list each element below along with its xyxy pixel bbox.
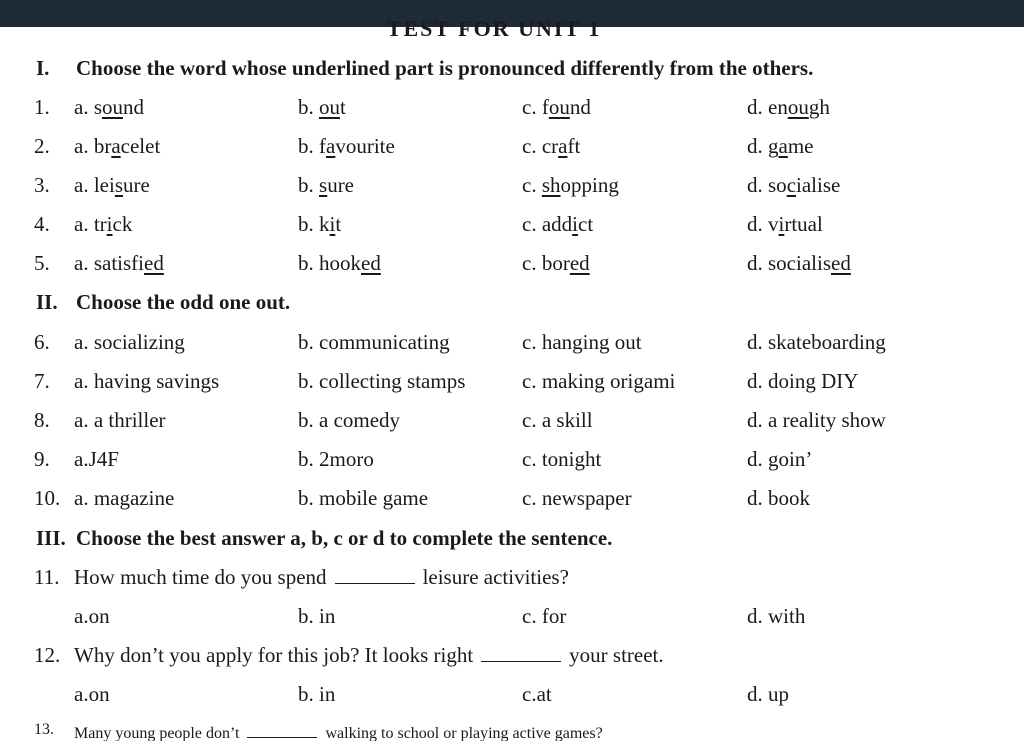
option-9c[interactable]: c. tonight — [522, 447, 602, 471]
option-1d[interactable]: d. enough — [747, 95, 830, 119]
option-8d[interactable]: d. a reality show — [747, 408, 886, 432]
option-10d[interactable]: d. book — [747, 486, 810, 510]
section-1-heading: I. Choose the word whose underlined part is pronounced differently from the others. — [36, 56, 814, 80]
option-8c[interactable]: c. a skill — [522, 408, 593, 432]
question-row-12 — [0, 676, 1024, 716]
option-2a[interactable]: a. bracelet — [74, 134, 161, 158]
option-1a[interactable]: a. sound — [74, 95, 145, 119]
option-9b[interactable]: b. 2moro — [298, 447, 374, 471]
option-11a[interactable]: a.on — [74, 604, 110, 628]
option-2d[interactable]: d. game — [747, 134, 814, 158]
question-row-11 — [0, 598, 1024, 638]
option-2b[interactable]: b. favourite — [298, 134, 395, 158]
option-1c[interactable]: c. found — [522, 95, 591, 119]
option-6b[interactable]: b. communicating — [298, 330, 450, 354]
question-row-6: 6. a. socializing b. communicating c. hanging out d. skateboarding — [34, 330, 886, 354]
option-11b[interactable]: b. in — [298, 604, 336, 628]
option-7d[interactable]: d. doing DIY — [747, 369, 859, 393]
option-7a[interactable]: a. having savings — [74, 369, 220, 393]
option-7c[interactable]: c. making origami — [522, 369, 676, 393]
option-1b[interactable]: b. out — [298, 95, 346, 119]
option-6d[interactable]: d. skateboarding — [747, 330, 886, 354]
question-stem-13: 13. Many young people don’t walking to school or playing active games? — [34, 721, 603, 741]
question-row-7: 7. a. having savings b. collecting stamps c. making origami d. doing DIY — [34, 369, 859, 393]
test-title: TEST FOR UNIT 1 — [386, 16, 602, 38]
option-3a[interactable]: a. leisure — [74, 173, 150, 197]
option-5a[interactable]: a. satisfied — [74, 251, 164, 275]
option-3b[interactable]: b. sure — [298, 173, 355, 197]
question-stem-12: 12. Why don’t you apply for this job? It looks right your street. — [34, 643, 664, 667]
answer-blank[interactable] — [335, 567, 415, 584]
option-4c[interactable]: c. addict — [522, 212, 594, 236]
option-5b[interactable]: b. hooked — [298, 251, 381, 275]
question-row-5: 5. a. satisfied b. hooked c. bored d. socialised — [34, 251, 851, 275]
option-10a[interactable]: a. magazine — [74, 486, 175, 510]
option-8b[interactable]: b. a comedy — [298, 408, 401, 432]
option-12a[interactable]: a.on — [74, 682, 110, 706]
option-7b[interactable]: b. collecting stamps — [298, 369, 466, 393]
question-row-9: 9. a.J4F b. 2moro c. tonight d. goin’ — [34, 447, 813, 471]
option-3d[interactable]: d. socialise — [747, 173, 841, 197]
option-2c[interactable]: c. craft — [522, 134, 581, 158]
question-row-4: 4. a. trick b. kit c. addict d. virtual — [34, 212, 823, 236]
option-8a[interactable]: a. a thriller — [74, 408, 166, 432]
option-4a[interactable]: a. trick — [74, 212, 133, 236]
option-12c[interactable]: c.at — [522, 682, 552, 706]
option-4b[interactable]: b. kit — [298, 212, 342, 236]
question-row-1: 1. a. sound b. out c. found d. enough — [34, 95, 830, 119]
option-6a[interactable]: a. socializing — [74, 330, 185, 354]
section-2-heading: II. Choose the odd one out. — [36, 290, 291, 314]
option-6c[interactable]: c. hanging out — [522, 330, 642, 354]
question-row-2: 2. a. bracelet b. favourite c. craft d. game — [34, 134, 814, 158]
option-11c[interactable]: c. for — [522, 604, 567, 628]
option-3c[interactable]: c. shopping — [522, 173, 619, 197]
option-9d[interactable]: d. goin’ — [747, 447, 813, 471]
section-3-heading: III. Choose the best answer a, b, c or d to complete the sentence. — [36, 526, 613, 550]
question-row-8: 8. a. a thriller b. a comedy c. a skill d. a reality show — [34, 408, 886, 432]
option-5c[interactable]: c. bored — [522, 251, 590, 275]
option-5d[interactable]: d. socialised — [747, 251, 851, 275]
option-11d[interactable]: d. with — [747, 604, 806, 628]
question-row-3: 3. a. leisure b. sure c. shopping d. socialise — [34, 173, 841, 197]
answer-blank[interactable] — [481, 645, 561, 662]
answer-blank[interactable] — [247, 721, 317, 738]
question-row-10: 10. a. magazine b. mobile game c. newspaper d. book — [34, 486, 810, 510]
option-10c[interactable]: c. newspaper — [522, 486, 632, 510]
option-12d[interactable]: d. up — [747, 682, 789, 706]
question-stem-11: 11. How much time do you spend leisure activities? — [34, 565, 569, 589]
option-12b[interactable]: b. in — [298, 682, 336, 706]
option-9a[interactable]: a.J4F — [74, 447, 119, 471]
option-10b[interactable]: b. mobile game — [298, 486, 429, 510]
option-4d[interactable]: d. virtual — [747, 212, 823, 236]
